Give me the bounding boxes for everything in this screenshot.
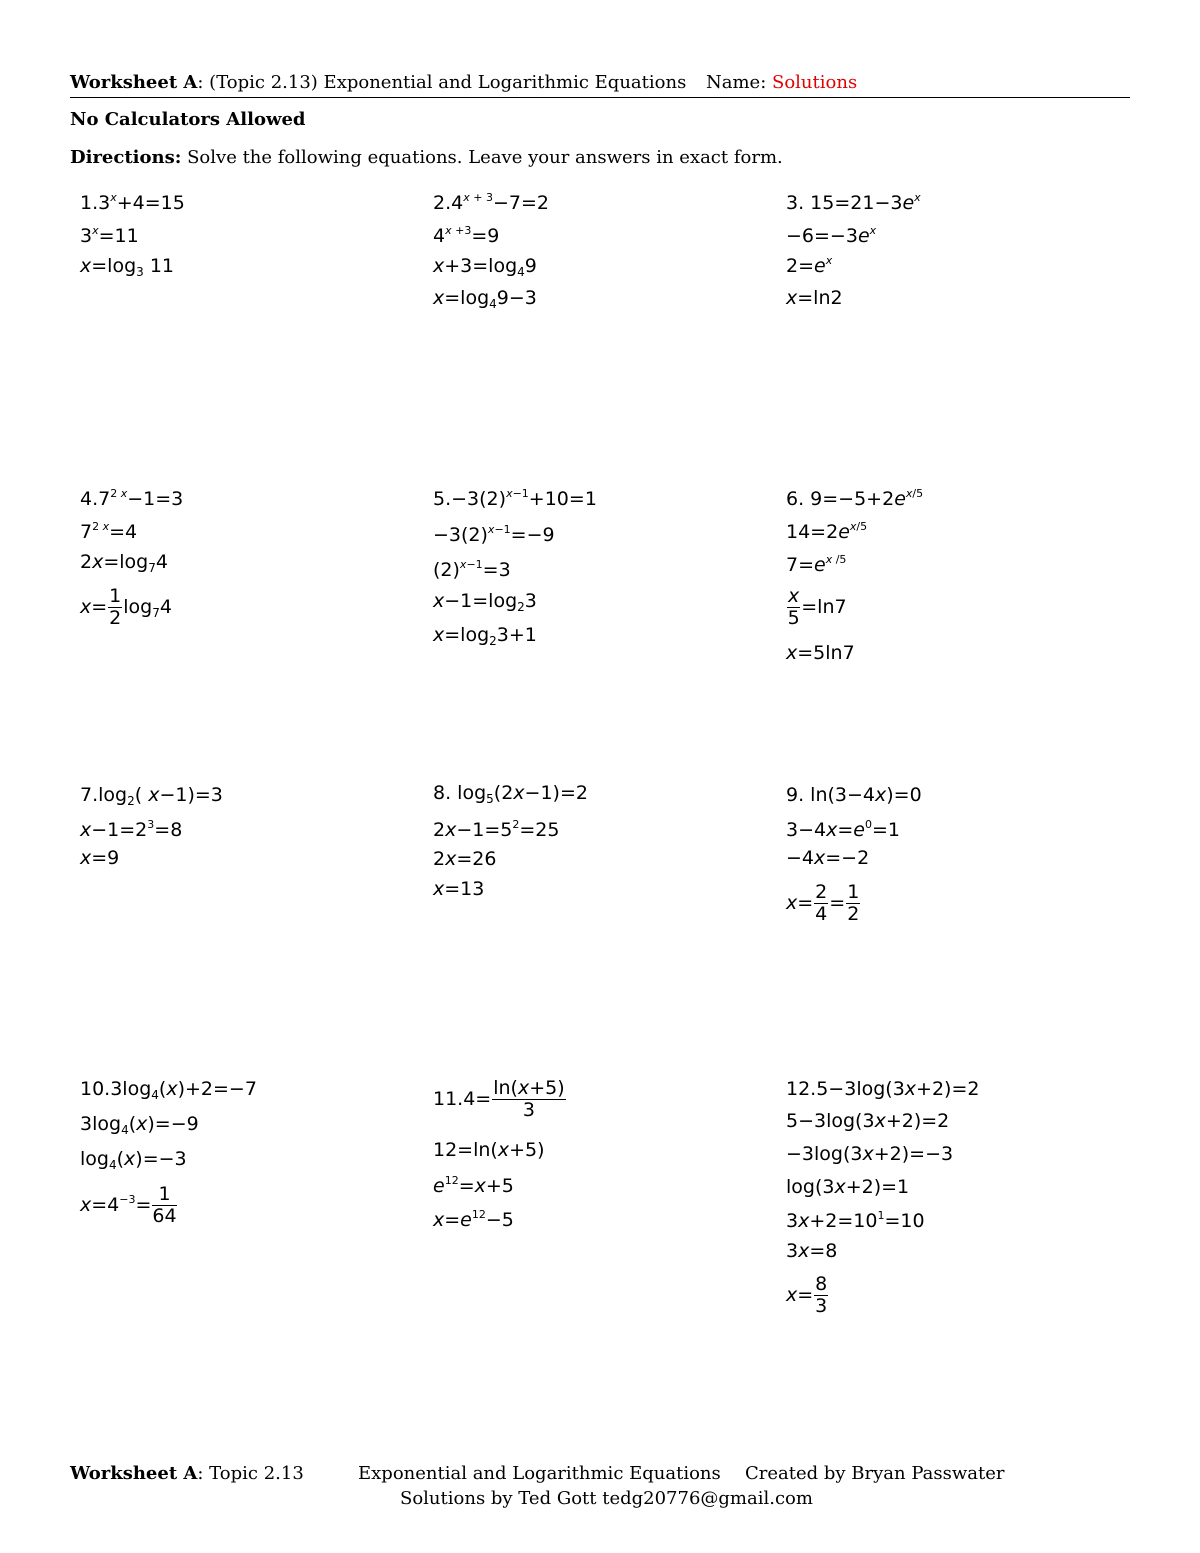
step: x=5ln7 (786, 642, 855, 664)
step: $5.-3(2)^{x-1}+10=1$ (433, 487, 597, 510)
step: 8. $\log_5(2x-1)=2$ (433, 782, 588, 806)
step: $-6=-3e^x$ (786, 224, 877, 247)
step: $x=e^{12}-5$ (433, 1208, 514, 1231)
footer-topic: : Topic 2.13 (197, 1463, 304, 1484)
step: $10.3\log_4(x)+2=-7$ (80, 1078, 257, 1102)
step: $4^{x +3}=9$ (433, 224, 500, 247)
fraction: $\frac{\ln(x+5)}{3}$ (493, 1077, 565, 1121)
step: $x-1=2^3=8$ (80, 818, 183, 841)
step: 2x=26 (433, 848, 497, 870)
step: x= $\frac{1}{2}$ $\log_74$ (80, 585, 172, 629)
step: x= $\frac{8}{3}$ (786, 1273, 828, 1317)
footer-worksheet-label: Worksheet A (70, 1463, 198, 1484)
worksheet-topic: : (Topic 2.13) Exponential and Logarithmic Equations (197, 72, 687, 93)
footer-solutions-by: Solutions by Ted Gott tedg20776@gmail.com (400, 1488, 813, 1509)
step: 11.4= $\frac{\ln(x+5)}{3}$ (433, 1077, 565, 1121)
step: x=13 (433, 878, 485, 900)
step: $3^x=11$ (80, 224, 139, 247)
directions (70, 147, 783, 168)
step: $x=\log_3$ 11 (80, 255, 174, 279)
step: $-3(2)^{x-1}=-9$ (433, 523, 555, 546)
footer-worksheet (70, 1463, 304, 1484)
step: $3-4x=e^0=1$ (786, 818, 900, 841)
step: x=ln2 (786, 287, 843, 309)
step: x=9 (80, 847, 120, 869)
step: $x=\log_49-3$ (433, 287, 537, 311)
fraction: $\frac{1}{2}$ (847, 881, 860, 925)
step: 6. $9=-5+2e^{x/5}$ (786, 487, 924, 510)
step: $(2)^{x-1}=3$ (433, 558, 511, 581)
no-calculators-note: No Calculators Allowed (70, 109, 306, 130)
fraction: $\frac{2}{4}$ (815, 881, 828, 925)
step: −4x=−2 (786, 847, 870, 869)
worksheet-label: Worksheet A (70, 72, 198, 93)
step: $1.3^x+4=15$ (80, 191, 185, 214)
directions-label: Directions: (70, 147, 182, 168)
step: $\log_4(x)=-3$ (80, 1148, 187, 1172)
step: $x=4^{-3}=$ $\frac{1}{64}$ (80, 1183, 177, 1227)
step: −3log(3x+2)=−3 (786, 1143, 954, 1165)
header-divider (70, 97, 1130, 98)
step: $2.4^{x + 3}-7=2$ (433, 191, 549, 214)
step: 5−3log(3x+2)=2 (786, 1110, 950, 1132)
fraction: $\frac{x}{5}$ (787, 585, 800, 629)
name-label: Name: (706, 72, 772, 93)
step: 3. $15=21-3e^x$ (786, 191, 921, 214)
step: 12=ln(x+5) (433, 1139, 545, 1161)
step: $\frac{x}{5}$ =ln7 (787, 585, 847, 629)
step: $2x-1=5^2=25$ (433, 818, 560, 841)
step: $e^{12}=x+5$ (433, 1174, 514, 1197)
step: $7=e^{x /5}$ (786, 553, 847, 576)
footer-title: Exponential and Logarithmic Equations (358, 1463, 721, 1484)
step: $2=e^x$ (786, 254, 833, 277)
step: $7^{2 x}=4$ (80, 520, 138, 543)
step: $2x=\log_74$ (80, 551, 168, 575)
fraction: $\frac{8}{3}$ (815, 1273, 828, 1317)
step: $x-1=\log_23$ (433, 590, 537, 614)
step: x= $\frac{2}{4}$ = $\frac{1}{2}$ (786, 881, 860, 925)
step: 9. ln(3−4x)=0 (786, 784, 922, 806)
footer-created-by: Created by Bryan Passwater (745, 1463, 1005, 1484)
step: $3x+2=10^1=10$ (786, 1209, 925, 1232)
step: 3x=8 (786, 1240, 838, 1262)
step: 12.5−3log(3x+2)=2 (786, 1078, 980, 1100)
step: $3\log_4(x)=-9$ (80, 1113, 199, 1137)
step: $x=\log_23+1$ (433, 624, 537, 648)
name-value: Solutions (772, 72, 858, 93)
step: $x+3=\log_49$ (433, 255, 537, 279)
directions-text: Solve the following equations. Leave your answers in exact form. (181, 147, 783, 168)
step: log(3x+2)=1 (786, 1176, 910, 1198)
fraction: $\frac{1}{2}$ (109, 585, 122, 629)
worksheet-title (70, 72, 686, 93)
step: $7.\log_2$( x−1)=3 (80, 784, 223, 808)
fraction: $\frac{1}{64}$ (152, 1183, 177, 1227)
step: $4.7^{2 x}-1=3$ (80, 487, 184, 510)
name-field (706, 72, 857, 93)
step: $14=2e^{x/5}$ (786, 520, 868, 543)
